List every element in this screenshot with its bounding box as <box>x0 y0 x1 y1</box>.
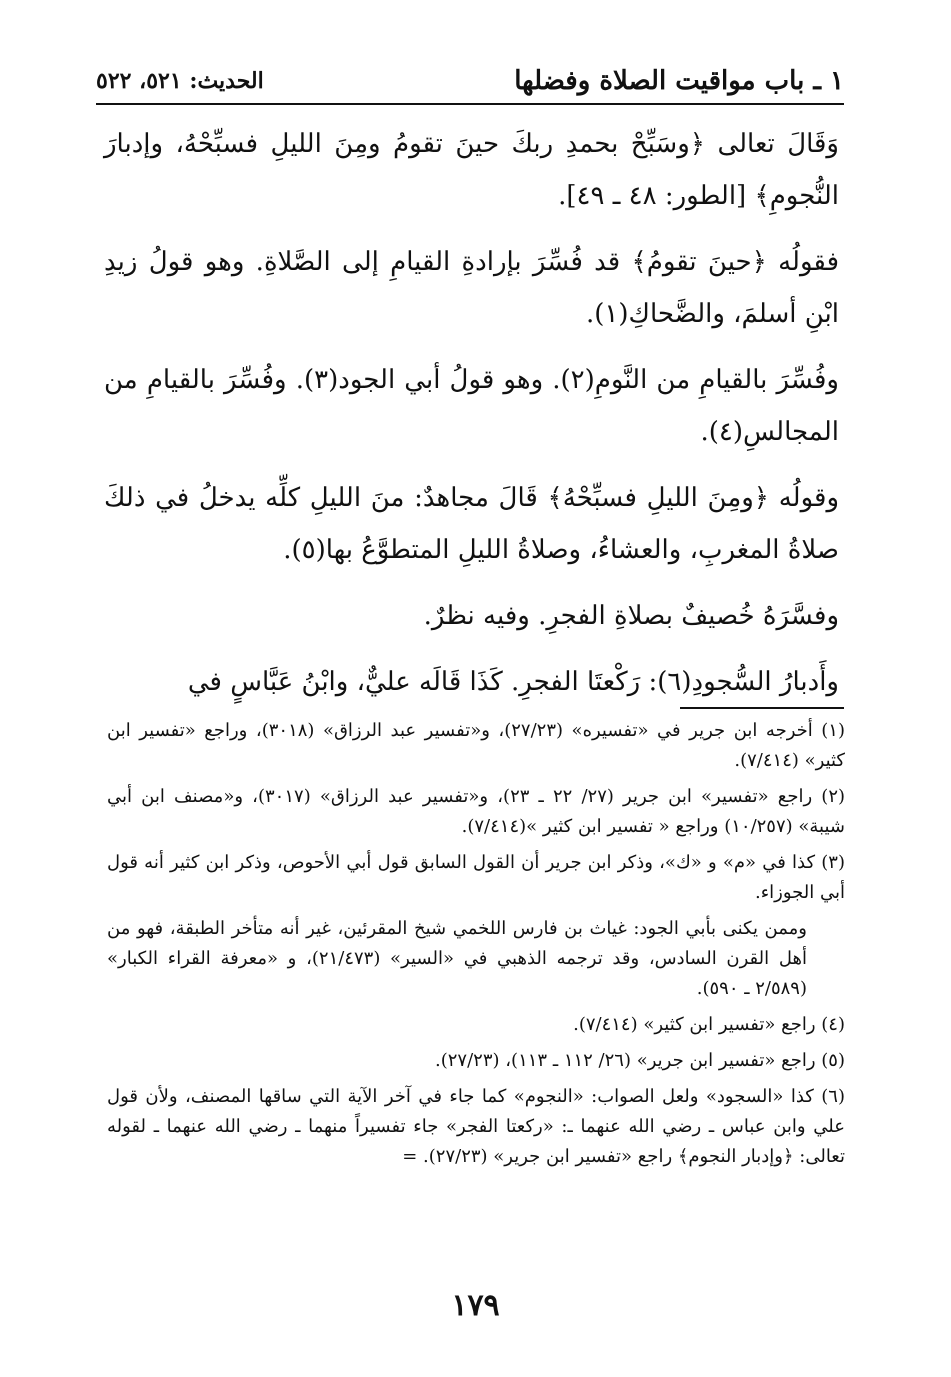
footnote-6: (٦) كذا «السجود» ولعل الصواب: «النجوم» كما جاء في آخر الآية التي ساقها المصنف، ولأن قول علي وابن عباس ـ رضي الله عنهما ـ: «ركعتا الفجر» جاء تفسيراً منهما ـ رضي الله عنهما ـ لقوله تعالى: ﴿وإدبار النجوم﴾ راجع «تفسير ابن جرير» (٢٧/٢٣). = <box>107 1086 845 1167</box>
paragraph-when-rising: فقولُه ﴿حينَ تقومُ﴾ قد فُسِّرَ بإرادةِ القيامِ إلى الصَّلاةِ. وهو قولُ زيدِ ابْنِ أسلمَ، والضَّحاكِ(١). <box>104 247 839 329</box>
chapter-title: ١ ـ باب مواقيت الصلاة وفضلها <box>514 66 844 96</box>
footnote-3-continuation: وممن يكنى بأبي الجود: غياث بن فارس اللخمي شيخ المقرئين، غير أنه متأخر الطبقة، فهو من أهل القرن السادس، وقد ترجمه الذهبي في «السير» (٢١/٤٧٣)، و «معرفة القراء الكبار» (٢/٥٨٩ ـ ٥٩٠). <box>107 918 807 999</box>
hadith-reference: الحديث: ٥٢١، ٥٢٢ <box>96 68 264 94</box>
footnote-1: (١) أخرجه ابن جرير في «تفسيره» (٢٧/٢٣)، و«تفسير عبد الرزاق» (٣٠١٨)، وراجع «تفسير ابن كثير» (٧/٤١٤). <box>107 720 845 771</box>
page-number: ١٧٩ <box>451 1288 500 1323</box>
header-divider <box>96 103 844 105</box>
paragraph-rising-from-sleep: وفُسِّرَ بالقيامِ من النَّومِ(٢). وهو قولُ أبي الجود(٣). وفُسِّرَ بالقيامِ من المجالسِ(٤). <box>104 365 839 447</box>
paragraph-night-prayer: وقولُه ﴿ومِنَ الليلِ فسبِّحْهُ﴾ قَالَ مجاهدٌ: منَ الليلِ كلِّه يدخلُ في ذلكَ صلاةُ المغربِ، والعشاءُ، وصلاةُ الليلِ المتطوَّعُ بها(٥). <box>104 483 839 565</box>
footnote-2: (٢) راجع «تفسير» ابن جرير (٢٧/ ٢٢ ـ ٢٣)، و«تفسير عبد الرزاق» (٣٠١٧)، و«مصنف ابن أبي شيبة» (١٠/٢٥٧) وراجع « تفسير ابن كثير »(٧/٤١٤). <box>107 786 846 837</box>
footnote-divider <box>680 707 844 709</box>
footnote-5: (٥) راجع «تفسير ابن جرير» (٢٦/ ١١٢ ـ ١١٣)، (٢٧/٢٣). <box>435 1050 845 1071</box>
paragraph-khusayf: وفسَّرَهُ خُصيفٌ بصلاةِ الفجرِ. وفيه نظرٌ. <box>423 601 839 631</box>
running-header <box>96 66 844 100</box>
main-text <box>104 118 839 722</box>
footnotes <box>107 716 845 1178</box>
paragraph-after-prostration: وأَدبارُ السُّجودِ(٦): رَكْعتَا الفجرِ. كَذَا قَالَه عليٌّ، وابْنُ عَبَّاسٍ في <box>187 667 839 697</box>
footnote-3: (٣) كذا في «م» و «ك»، وذكر ابن جرير أن القول السابق قول أبي الأحوص، وذكر ابن كثير أنه قول أبي الجوزاء. <box>107 852 845 903</box>
footnote-4: (٤) راجع «تفسير ابن كثير» (٧/٤١٤). <box>573 1014 845 1035</box>
paragraph-verse: وَقَالَ تعالى ﴿وسَبِّحْ بحمدِ ربكَ حينَ تقومُ ومِنَ الليلِ فسبِّحْهُ، وإدبارَ النُّجومِ﴾ [الطور: ٤٨ ـ ٤٩]. <box>104 129 839 211</box>
